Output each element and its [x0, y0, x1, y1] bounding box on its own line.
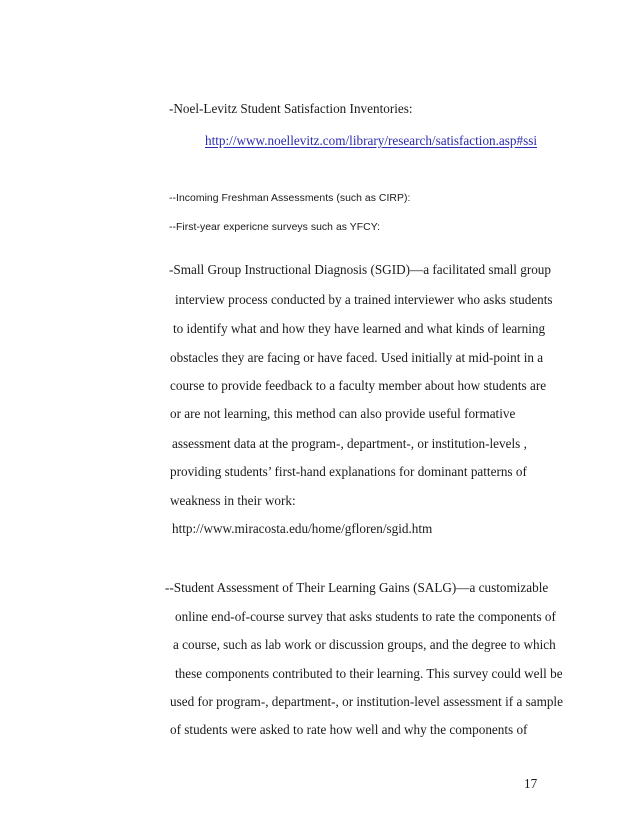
salg-line: used for program-, department-, or institution-level assessment if a sample: [170, 694, 563, 709]
sgid-line: providing students’ first-hand explanations for dominant patterns of: [170, 464, 527, 479]
noel-levitz-heading: -Noel-Levitz Student Satisfaction Inventories:: [169, 101, 413, 116]
sgid-line: or are not learning, this method can also provide useful formative: [170, 406, 516, 421]
incoming-freshman-line: --Incoming Freshman Assessments (such as CIRP):: [169, 193, 411, 204]
noel-levitz-link[interactable]: http://www.noellevitz.com/library/research/satisfaction.asp#ssi: [205, 133, 538, 148]
page-number: 17: [524, 776, 538, 791]
sgid-line: course to provide feedback to a faculty member about how students are: [170, 378, 547, 393]
salg-line: of students were asked to rate how well and why the components of: [170, 722, 528, 737]
sgid-line: interview process conducted by a trained interviewer who asks students: [175, 292, 553, 307]
sgid-line: weakness in their work:: [170, 493, 296, 508]
salg-line: --Student Assessment of Their Learning Gains (SALG)—a customizable: [165, 580, 549, 595]
salg-line: these components contributed to their learning. This survey could well be: [175, 666, 563, 681]
sgid-url: http://www.miracosta.edu/home/gfloren/sgid.htm: [172, 521, 433, 536]
sgid-line: to identify what and how they have learned and what kinds of learning: [173, 321, 546, 336]
salg-line: a course, such as lab work or discussion groups, and the degree to which: [173, 637, 556, 652]
first-year-line: --First-year expericne surveys such as YFCY:: [169, 222, 381, 233]
sgid-line: -Small Group Instructional Diagnosis (SGID)—a facilitated small group: [169, 262, 551, 277]
sgid-line: assessment data at the program-, department-, or institution-levels ,: [172, 436, 527, 451]
sgid-line: obstacles they are facing or have faced. Used initially at mid-point in a: [170, 350, 544, 365]
salg-line: online end-of-course survey that asks students to rate the components of: [175, 609, 556, 624]
